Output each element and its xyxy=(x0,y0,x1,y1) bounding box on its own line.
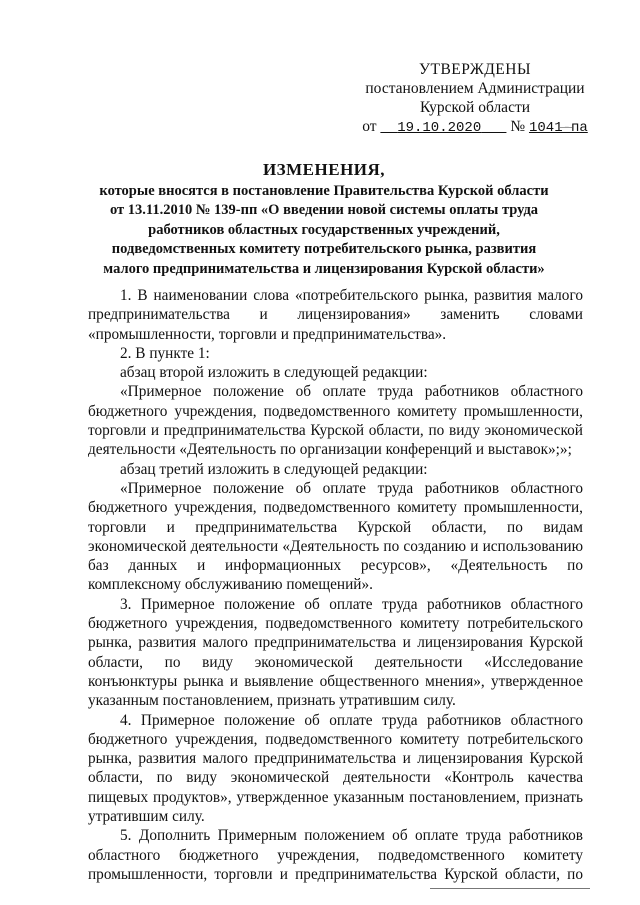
paragraph-6: «Примерное положение об оплате труда работников областного бюджетного учреждения, подведомственного комитету промышленности, торговли и предпринимательства Курской области, по видам экономической деятельности «Деятельность по созданию и использованию баз данных и информационных ресурсов», «Деятельность по комплексному обслуживанию помещений». xyxy=(88,479,583,594)
heading-line: работников областных государственных учреждений, xyxy=(148,221,500,238)
number-prefix: № xyxy=(510,118,526,135)
approval-title: УТВЕРЖДЕНЫ xyxy=(419,61,531,78)
paragraph-8: 4. Примерное положение об оплате труда работников областного бюджетного учреждения, подведомственного комитету потребительского рынка, развития малого предпринимательства и лицензирования Курской области, по виду экономической деятельности «Контроль качества пищевых продуктов», утвержденное указанным постановлением, признать утратившим силу. xyxy=(88,711,583,826)
paragraph-5: абзац третий изложить в следующей редакции: xyxy=(120,460,428,478)
approval-number: 1041-па xyxy=(528,120,588,136)
paragraph-3: абзац второй изложить в следующей редакции: xyxy=(120,364,428,382)
heading-line: малого предпринимательства и лицензирования Курской области» xyxy=(103,260,545,277)
heading-line: которые вносятся в постановление Правительства Курской области xyxy=(99,182,549,199)
paragraph-7: 3. Примерное положение об оплате труда работников областного бюджетного учреждения, подведомственного комитету потребительского рынка, развития малого предпринимательства и лицензирования Курской области, по виду экономической деятельности «Исследование конъюнктуры рынка и выявление общественного мнения», утвержденное указанным постановлением, признать утратившим силу. xyxy=(88,595,583,710)
margin-mark xyxy=(560,127,572,128)
paragraph-2: 2. В пункте 1: xyxy=(120,344,210,362)
approval-date: 19.10.2020 xyxy=(397,120,482,136)
paragraph-4: «Примерное положение об оплате труда работников областного бюджетного учреждения, подведомственного комитету промышленности, торговли и предпринимательства Курской области, по виду экономической деятельности «Деятельность по организации конференций и выставок»;»; xyxy=(88,383,583,459)
approval-line-2: Курской области xyxy=(419,99,531,116)
heading-line: от 13.11.2010 № 139-пп «О введении новой системы оплаты труда xyxy=(109,202,539,218)
document-body xyxy=(88,286,583,884)
approval-line-1: постановлением Администрации xyxy=(365,80,585,97)
heading-title: ИЗМЕНЕНИЯ, xyxy=(262,160,386,179)
document-heading xyxy=(82,160,566,279)
date-prefix: от xyxy=(362,118,377,135)
paragraph-9: 5. Дополнить Примерным положением об оплате труда работников областного бюджетного учреждения, подведомственного комитету промышленности, торговли и предпринимательства Курской области, по xyxy=(88,827,583,883)
heading-line: подведомственных комитету потребительского рынка, развития xyxy=(111,241,537,257)
paragraph-1: 1. В наименовании слова «потребительского рынка, развития малого предпринимательства и лицензирования» заменить словами «промышленности, торговли и предпринимательства». xyxy=(88,287,583,343)
footer-divider xyxy=(430,888,590,889)
